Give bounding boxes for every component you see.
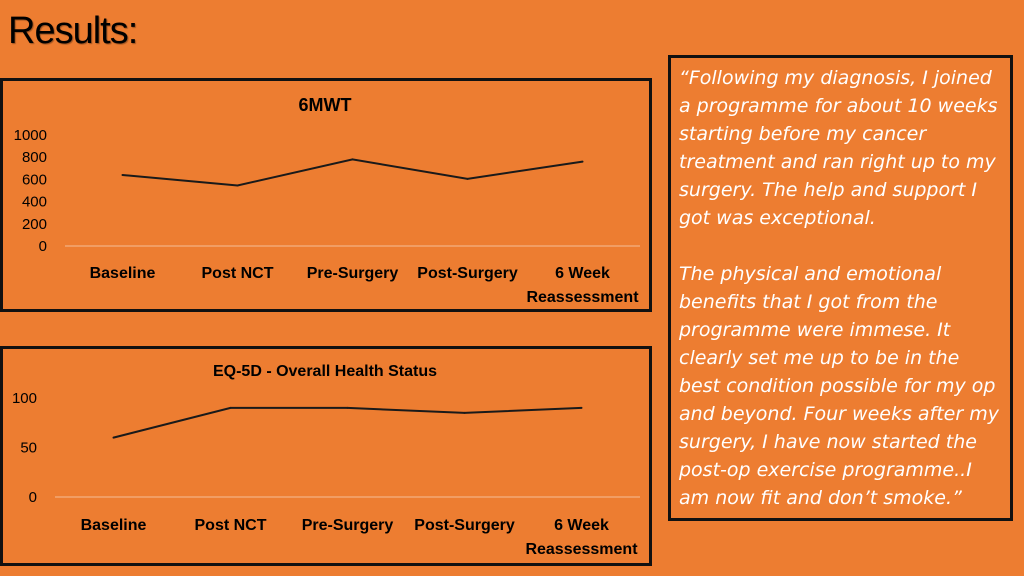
data-point <box>352 158 354 160</box>
y-tick-label: 800 <box>21 149 47 167</box>
data-point <box>122 174 124 176</box>
x-category-label: Post NCT <box>201 265 274 282</box>
x-category-label-line: Reassessment <box>525 541 638 558</box>
chart-eq5d <box>0 346 652 566</box>
data-point <box>113 437 115 439</box>
data-point <box>581 407 583 409</box>
chart-6mwt-svg <box>3 81 649 309</box>
y-tick-label: 50 <box>20 439 37 457</box>
page-title: Results: <box>8 10 138 52</box>
x-category-label: Post-Surgery <box>414 517 515 534</box>
y-tick-label: 600 <box>21 171 47 189</box>
series-line <box>114 408 582 438</box>
data-point <box>347 407 349 409</box>
data-point <box>582 161 584 163</box>
x-category-label: Baseline <box>89 265 156 282</box>
series-line <box>123 159 583 185</box>
data-point <box>230 407 232 409</box>
x-category-label: Post-Surgery <box>417 265 518 282</box>
x-category-label: Baseline <box>80 517 147 534</box>
chart-6mwt <box>0 78 652 312</box>
x-category-label: Pre-Surgery <box>301 517 394 534</box>
y-tick-label: 100 <box>11 390 37 407</box>
x-category-label <box>525 517 638 558</box>
chart-title: 6MWT <box>298 95 352 115</box>
data-point <box>464 412 466 414</box>
x-category-label-line: Reassessment <box>526 289 639 306</box>
x-category-label-line: 6 Week <box>554 517 609 534</box>
data-point <box>237 185 239 187</box>
y-tick-label: 0 <box>38 238 47 255</box>
y-tick-label: 200 <box>21 215 47 233</box>
quote-paragraph-2: The physical and emotional benefits that I got from the programme were immese. It clearly set me up to be in the best condition possible for my op and beyond. Four weeks after my surgery, I have now started the post-op exercise programme..I am now fit and don’t smoke.” <box>679 263 999 509</box>
patient-quote-box <box>668 55 1013 521</box>
y-tick-label: 400 <box>21 193 47 211</box>
quote-paragraph-1: “Following my diagnosis, I joined a programme for about 10 weeks starting before my cancer treatment and ran right up to my surgery. The help and support I got was exceptional. <box>679 67 998 229</box>
y-tick-label: 0 <box>28 489 37 506</box>
chart-eq5d-svg <box>3 349 649 563</box>
x-category-label: Pre-Surgery <box>306 265 399 282</box>
x-category-label <box>526 265 639 306</box>
x-category-label-line: 6 Week <box>555 265 610 282</box>
x-category-label: Post NCT <box>194 517 267 534</box>
data-point <box>467 178 469 180</box>
chart-title: EQ-5D - Overall Health Status <box>212 363 438 380</box>
y-tick-label: 1000 <box>13 127 47 144</box>
